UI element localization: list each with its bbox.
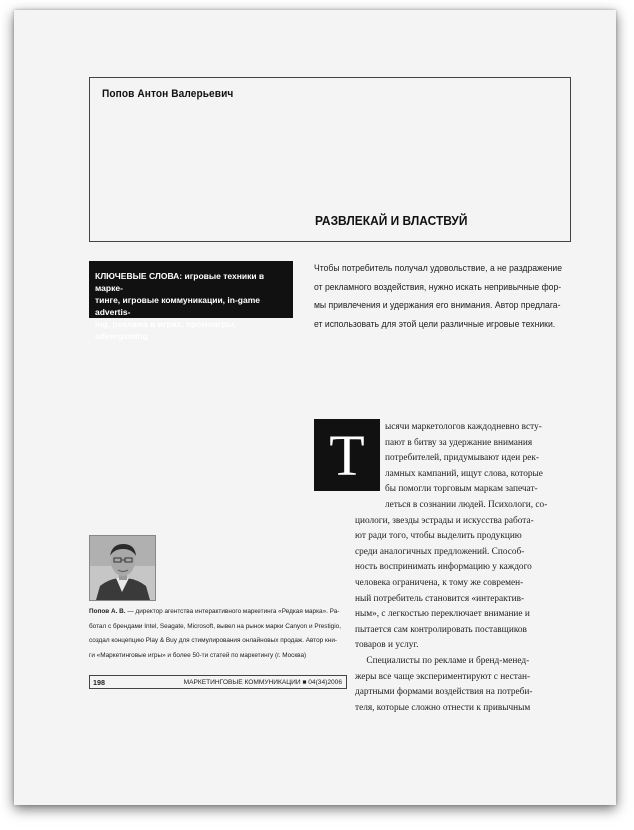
body-text <box>355 513 543 716</box>
drop-cap: Т <box>314 419 380 491</box>
body-line: леться в сознании людей. Психологи, со- <box>385 498 548 510</box>
bio-line: ботал с брендами Intel, Seagate, Microsoft, вывел на рынок марки Canyon и Prestigio, <box>89 622 341 630</box>
body-line: человека ограничена, к тому же современ- <box>355 576 524 588</box>
keywords-line: КЛЮЧЕВЫЕ СЛОВА: игровые техники в марке- <box>95 271 265 293</box>
author-portrait-image <box>90 536 155 600</box>
abstract-line: от рекламного воздействия, нужно искать непривычные фор- <box>314 281 562 293</box>
author-bio <box>89 605 351 663</box>
journal-page <box>14 10 616 805</box>
body-line: ысячи маркетологов каждодневно всту- <box>385 421 542 432</box>
body-line: ный потребитель становится «интерактив- <box>355 592 525 604</box>
abstract <box>314 260 574 334</box>
body-line: товаров и услуг. <box>355 639 419 651</box>
abstract-line: ет использовать для этой цели различные игровые техники. <box>314 318 556 330</box>
author-name: Попов Антон Валерьевич <box>102 88 234 100</box>
body-line: потребителей, придумывают идеи рек- <box>385 452 540 464</box>
body-line: ют ради того, чтобы выделить продукцию <box>355 530 522 542</box>
body-line: теля, которые сложно отнести к привычным <box>355 701 531 713</box>
bio-text: — директор агентства интерактивного маркетинга «Редкая марка». Ра- <box>125 608 340 615</box>
article-title: РАЗВЛЕКАЙ И ВЛАСТВУЙ <box>315 213 468 228</box>
abstract-line: Чтобы потребитель получал удовольствие, а не раздражение <box>314 263 563 274</box>
page-number: 198 <box>93 678 105 687</box>
keywords-line: ing, реклама в играх, промоигры, advergaming <box>95 319 237 341</box>
body-line: пытается сам контролировать поставщиков <box>355 623 527 635</box>
keywords-line: тинге, игровые коммуникации, in-game advertis- <box>95 295 260 317</box>
body-line: дартными формами воздействия на потреби- <box>355 686 533 698</box>
author-photo <box>89 535 156 601</box>
bio-line: создал концепцию Play & Buy для стимулирования онлайновых продаж. Автор кни- <box>89 637 338 645</box>
body-line: ламных кампаний, ищут слова, которые <box>385 467 543 479</box>
body-line: бы помогли торговым маркам запечат- <box>385 483 538 495</box>
body-text-wrapped <box>385 419 556 513</box>
body-line: среди аналогичных предложений. Способ- <box>355 545 525 557</box>
abstract-line: мы привлечения и удержания его внимания. Автор предлага- <box>314 300 561 311</box>
body-line: ность воспринимать информацию у каждого <box>355 561 532 573</box>
bio-line: ги «Маркетинговые игры» и более 50-ти статей по маркетингу (г. Москва) <box>89 651 307 659</box>
body-line: жеры все чаще экспериментируют с нестан- <box>355 670 531 682</box>
bio-name: Попов А. В. <box>89 608 126 615</box>
article-header-box <box>89 77 571 242</box>
body-line: пают в битву за удержание внимания <box>385 436 533 448</box>
page-footer <box>89 675 347 689</box>
body-line: Специалисты по рекламе и бренд-менед- <box>366 654 530 666</box>
bio-line <box>89 605 351 620</box>
body-line: ным», с легкостью переключает внимание и <box>355 608 530 620</box>
keywords-box <box>89 261 293 341</box>
body-line: циологи, звезды эстрады и искусства работа- <box>355 514 534 526</box>
journal-issue: МАРКЕТИНГОВЫЕ КОММУНИКАЦИИ ■ 04(34)2006 <box>183 678 342 686</box>
